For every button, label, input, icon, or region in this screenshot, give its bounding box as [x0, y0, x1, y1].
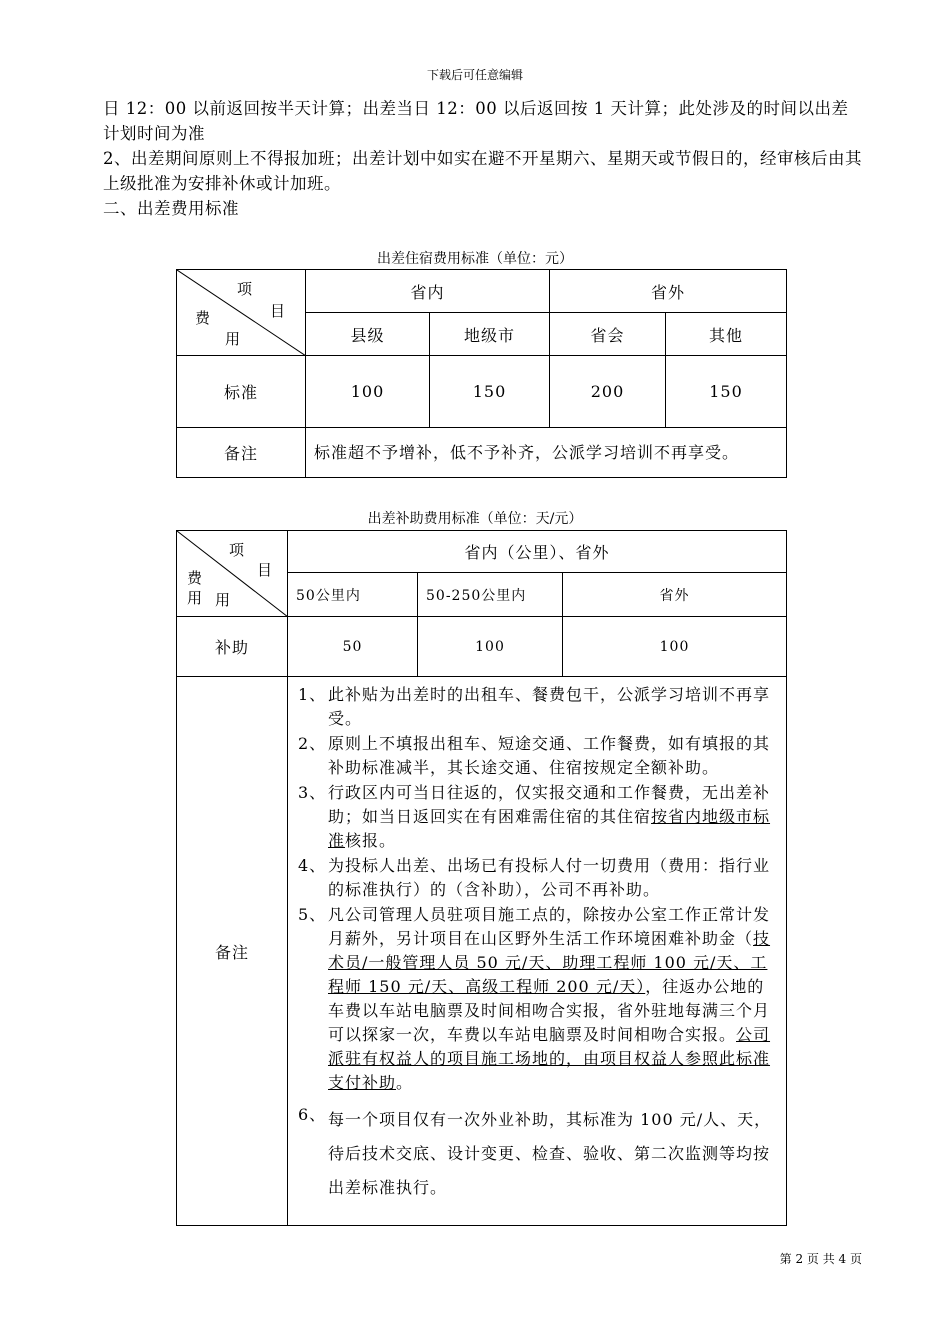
col-header: 省会	[550, 313, 666, 356]
value-cell: 100	[306, 356, 430, 428]
corner-fee-label: 费	[195, 309, 212, 327]
note-item	[296, 854, 776, 902]
col-header: 50公里内	[288, 573, 418, 617]
note-label: 备注	[177, 428, 306, 478]
note-number: 1、	[298, 685, 327, 704]
group-header-in: 省内	[306, 270, 550, 313]
note-item	[296, 683, 776, 731]
corner-cell	[177, 531, 288, 617]
page-header: 下载后可任意编辑	[426, 68, 523, 82]
note-text: 行政区内可当日往返的，仅实报交通和工作餐费，无出差补助；如当日返回实在有困难需住宿的其住宿按省内地级市标准核报。	[328, 783, 771, 850]
value-cell: 150	[430, 356, 550, 428]
col-header: 地级市	[430, 313, 550, 356]
note-item	[296, 732, 776, 780]
corner-fee-label: 费	[187, 569, 204, 587]
note-number: 3、	[298, 783, 327, 802]
note-number: 4、	[298, 856, 327, 875]
group-header: 省内（公里）、省外	[288, 531, 787, 573]
value-cell: 100	[563, 617, 787, 677]
col-header: 其他	[666, 313, 787, 356]
corner-mu-label: 目	[270, 302, 287, 320]
corner-yong2-label: 用	[215, 591, 232, 609]
note-number: 5、	[298, 905, 327, 924]
paragraph-2: 2、出差期间原则上不得报加班；出差计划中如实在避不开星期六、星期天或节假日的，经审核后由其上级批准为安排补休或计加班。	[103, 149, 862, 193]
note-number: 2、	[298, 734, 327, 753]
value-cell: 100	[418, 617, 563, 677]
table1-caption: 出差住宿费用标准（单位：元）	[377, 251, 573, 267]
note-number: 6、	[298, 1105, 327, 1124]
note-text: 标准超不予增补，低不予补齐，公派学习培训不再享受。	[306, 428, 787, 478]
row-label: 标准	[177, 356, 306, 428]
col-header: 50-250公里内	[418, 573, 563, 617]
note-text: 为投标人出差、出场已有投标人付一切费用（费用：指行业的标准执行）的（含补助），公司不再补助。	[328, 856, 771, 899]
corner-yong-label: 用	[225, 330, 242, 348]
table2-caption: 出差补助费用标准（单位：天/元）	[367, 511, 583, 527]
group-header-out: 省外	[550, 270, 787, 313]
note-item	[296, 781, 776, 853]
col-header: 县级	[306, 313, 430, 356]
note-item	[296, 903, 776, 1095]
paragraph-1: 日 12：00 以前返回按半天计算；出差当日 12：00 以后返回按 1 天计算；此处涉及的时间以出差计划时间为准	[103, 99, 849, 143]
col-header: 省外	[563, 573, 787, 617]
value-cell: 150	[666, 356, 787, 428]
page-footer: 第 2 页 共 4 页	[779, 1252, 862, 1266]
note-text: 原则上不填报出租车、短途交通、工作餐费，如有填报的其补助标准减半，其长途交通、住宿按规定全额补助。	[328, 734, 771, 777]
notes-list	[288, 677, 787, 1226]
corner-cell	[177, 270, 306, 356]
corner-item-label: 项	[229, 541, 246, 559]
note-text: 凡公司管理人员驻项目施工点的，除按办公室工作正常计发月薪外，另计项目在山区野外生活工作环境困难补助金（技术员/一般管理人员 50 元/天、助理工程师 100 元/天、工程师 150 元/天、高级工程师 200 元/天），往返办公地的车费以车站电脑票及时间相吻合实报，省外驻地每满三个月可以探家一次，车费以车站电脑票及时间相吻合实报。公司派驻有权益人的项目施工场地的，由项目权益人参照此标准支付补助。	[328, 905, 771, 1092]
note-text: 此补贴为出差时的出租车、餐费包干，公派学习培训不再享受。	[328, 685, 771, 728]
corner-yong-label: 用	[187, 589, 204, 607]
note-item	[296, 1103, 776, 1205]
value-cell: 200	[550, 356, 666, 428]
lodging-table	[176, 269, 787, 478]
row-label: 补助	[177, 617, 288, 677]
value-cell: 50	[288, 617, 418, 677]
corner-item-label: 项	[237, 280, 254, 298]
note-text: 每一个项目仅有一次外业补助，其标准为 100 元/人、天，待后技术交底、设计变更、检查、验收、第二次监测等均按出差标准执行。	[328, 1110, 772, 1197]
allowance-table	[176, 530, 787, 1226]
note-label: 备注	[177, 677, 288, 1226]
section-heading: 二、出差费用标准	[103, 199, 239, 218]
corner-mu-label: 目	[257, 561, 274, 579]
